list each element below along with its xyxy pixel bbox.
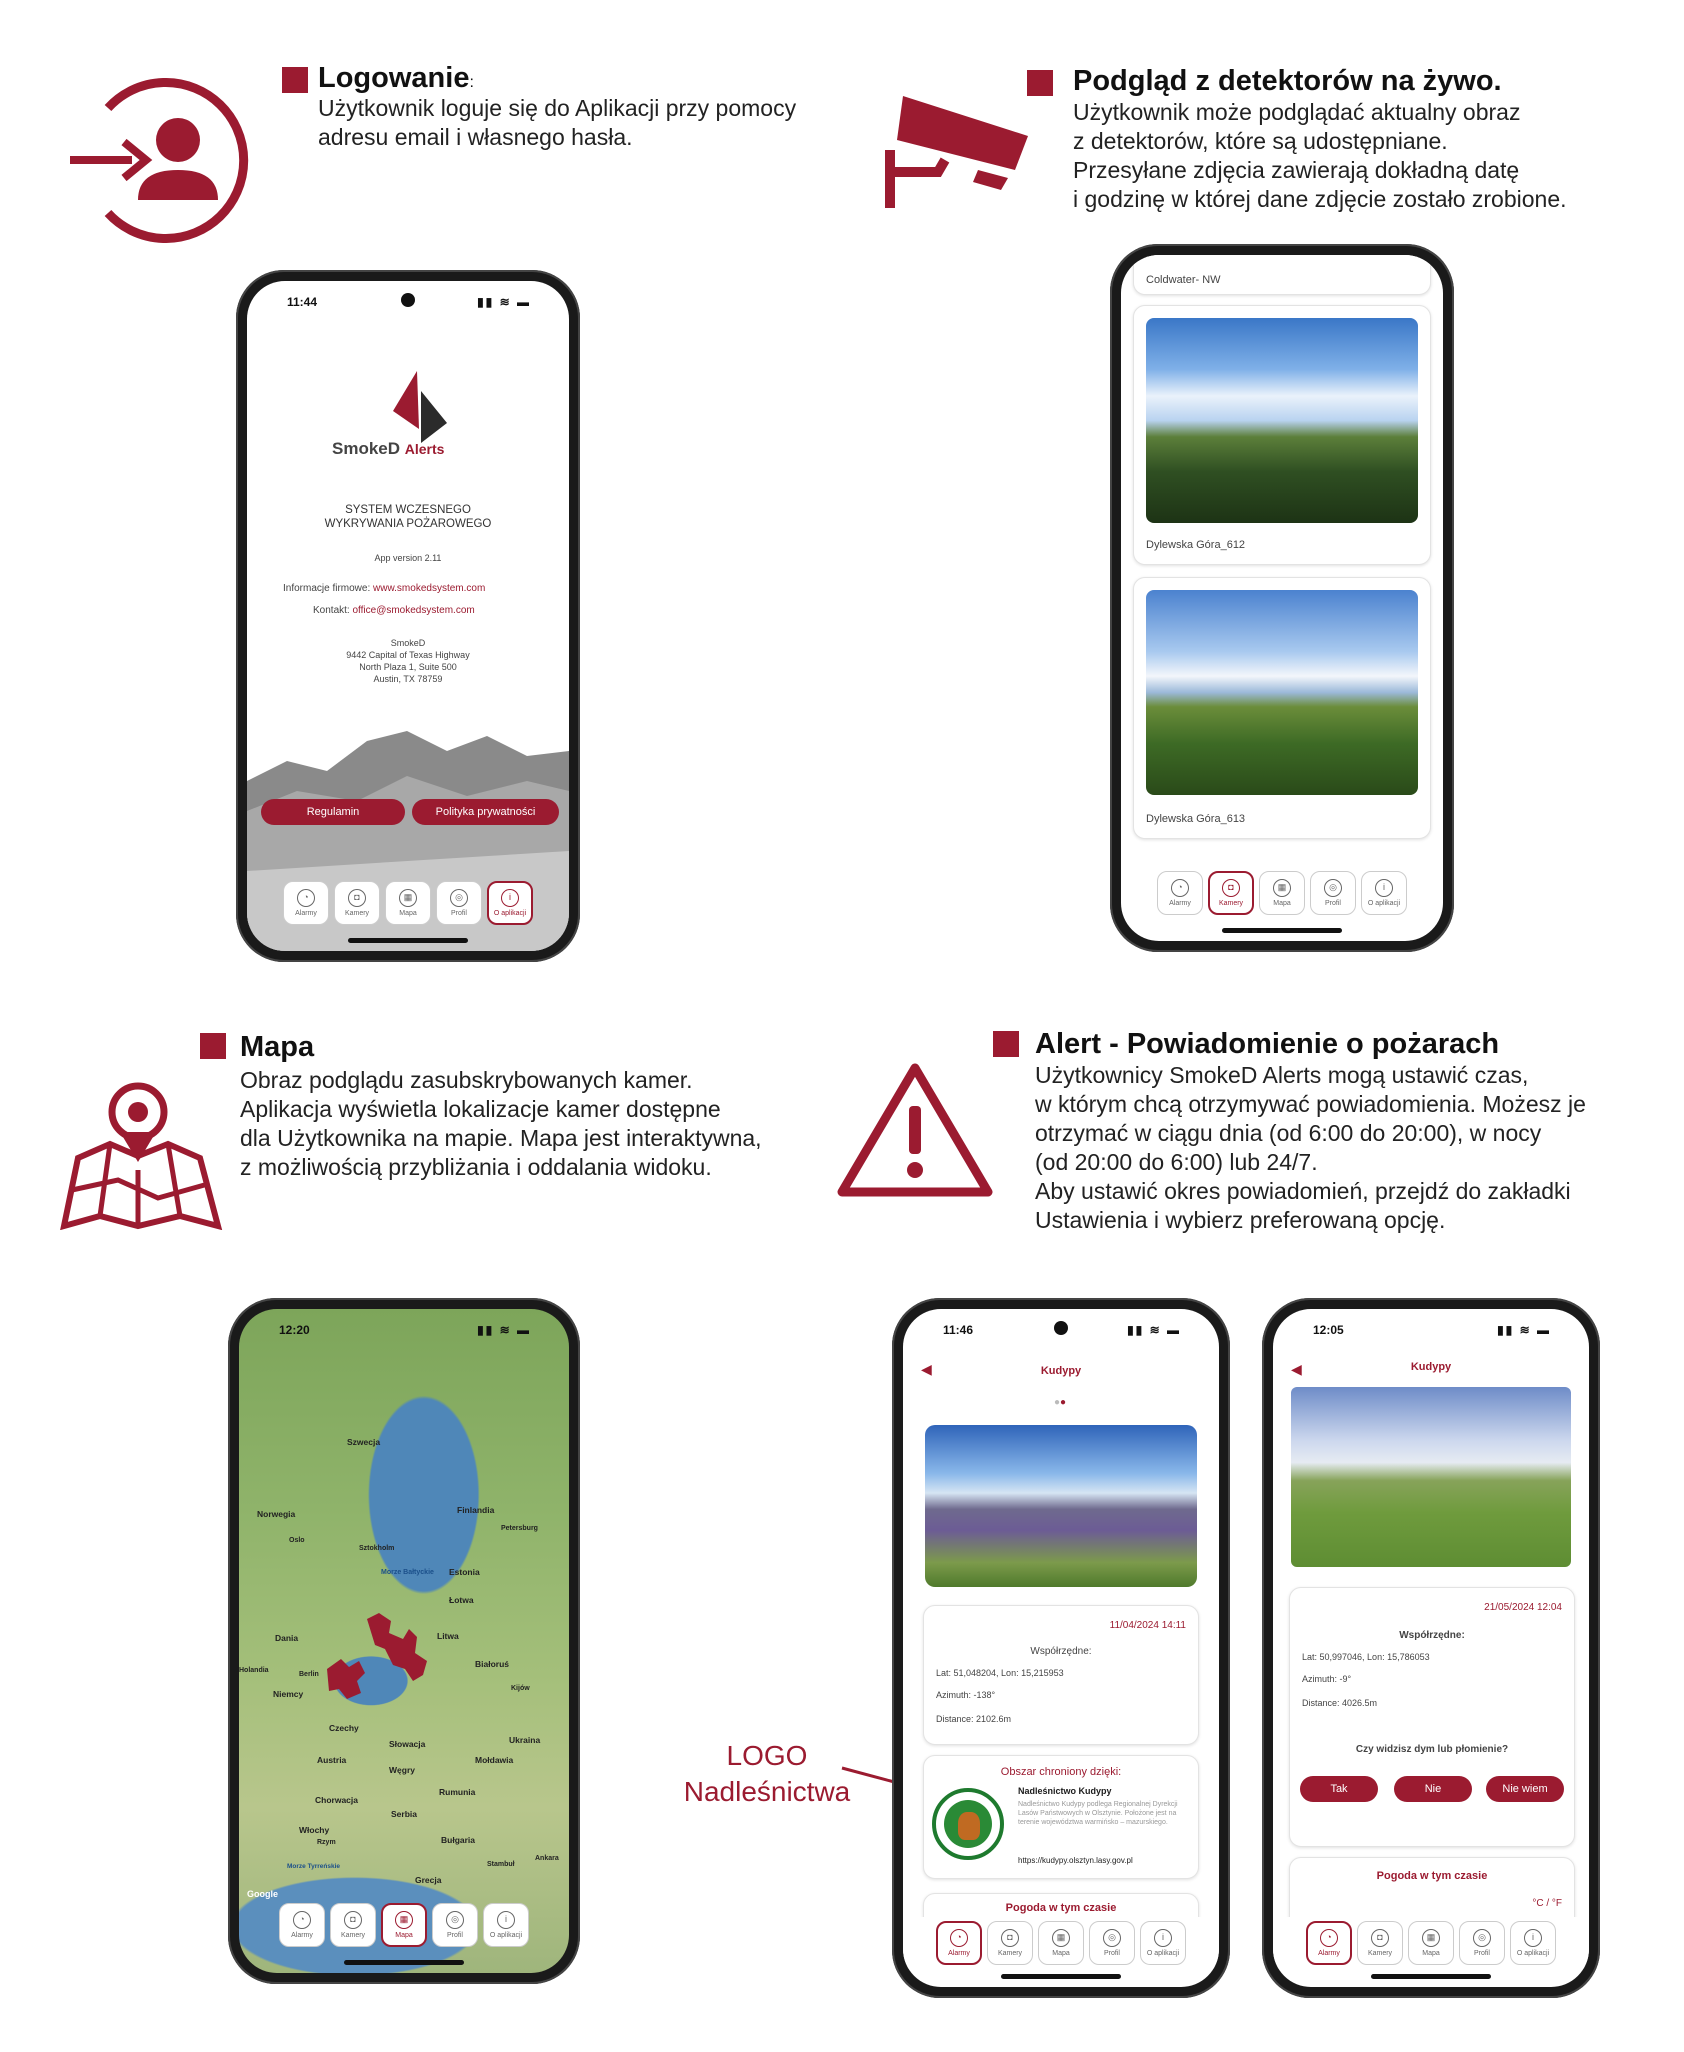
map-label: Czechy [329,1723,359,1733]
camera-image [1146,590,1418,795]
latlon: Lat: 50,997046, Lon: 15,786053 [1302,1652,1430,1662]
tab-cameras[interactable]: ◘ Kamery [330,1903,376,1947]
tab-bar [239,1903,569,1951]
phone-alarm-detail [892,1298,1230,1998]
map-icon-wrap [58,1080,223,1230]
map-label: Mołdawia [475,1755,514,1765]
map-icon: ▦ [1273,879,1291,897]
tab-about[interactable]: i O aplikacji [1510,1921,1556,1965]
home-indicator [344,1960,464,1965]
yes-button[interactable]: Tak [1300,1776,1378,1802]
map-label: Rumunia [439,1787,476,1797]
map-icon: ▦ [395,1911,413,1929]
map-pin-icon [58,1080,223,1230]
map-label: Rzym [317,1839,336,1846]
map-label: Petersburg [501,1525,538,1532]
tab-profile[interactable]: ◎ Profil [1089,1921,1135,1965]
azimuth: Azimuth: -138° [936,1690,996,1700]
map-label: Chorwacja [315,1795,358,1805]
login-user-icon [68,78,254,243]
info-icon: i [497,1911,515,1929]
tab-alarms[interactable]: ◔ Alarmy [283,881,329,925]
info-icon: i [1154,1929,1172,1947]
privacy-button[interactable]: Polityka prywatności [412,799,559,825]
back-icon[interactable]: ◀ [921,1361,932,1377]
alert-body: Użytkownicy SmokeD Alerts mogą ustawić czas, w którym chcą otrzymywać powiadomienia. Możesz je otrzymać w ciągu dnia (od 6:00 do 20:00), w nocy (od 20:00 do 6:00) lub 24/7. Aby ustawić okres powiadomień, przejdź do zakładki Ustawienia i wybierz preferowaną opcję. [1035,1062,1586,1233]
tab-cameras[interactable]: ◘ Kamery [987,1921,1033,1965]
bell-icon: ◔ [1320,1929,1338,1947]
status-time: 12:20 [279,1323,310,1337]
coords-label: Współrzędne: [1030,1646,1092,1657]
app-logo-text: SmokeD Alerts [332,439,445,458]
home-indicator [1222,928,1342,933]
map-label: Finlandia [457,1505,495,1515]
live-body: Użytkownik może podglądać aktualny obraz z detektorów, które są udostępniane. Przesyłane zdjęcia zawierają dokładną datę i godzinę w której dane zdjęcie zostało zrobione. [1073,99,1567,212]
tab-profile[interactable]: ◎ Profil [1459,1921,1505,1965]
map-icon: ▦ [399,889,417,907]
login-body: Użytkownik loguje się do Aplikacji przy pomocy adresu email i własnego hasła. [318,95,797,150]
tab-profile[interactable]: ◎ Profil [432,1903,478,1947]
contact-link[interactable]: office@smokedsystem.com [352,605,475,616]
camera-name: Dylewska Góra_612 [1146,539,1246,551]
map-title: Mapa [240,1031,315,1063]
status-icons: ▮▮ ≋ ▬ [1497,1323,1551,1337]
map-label: Łotwa [449,1595,474,1605]
profile-icon: ◎ [450,889,468,907]
tab-alarms[interactable]: ◔ Alarmy [936,1921,982,1965]
info-icon: i [1524,1929,1542,1947]
section-marker [1027,70,1053,96]
status-time: 11:46 [943,1323,974,1337]
alert-title: Alert - Powiadomienie o pożarach [1035,1028,1500,1060]
status-time: 11:44 [287,295,318,309]
unit-toggle[interactable]: °C / °F [1532,1898,1562,1909]
camera-icon-wrap [883,90,1033,212]
phone-cameras [1110,244,1454,952]
map-label: Białoruś [475,1659,510,1669]
status-time: 12:05 [1313,1323,1344,1337]
tab-profile[interactable]: ◎ Profil [436,881,482,925]
no-button[interactable]: Nie [1394,1776,1472,1802]
alarm-datetime: 11/04/2024 14:11 [1109,1620,1186,1631]
tab-map[interactable]: ▦ Mapa [1259,871,1305,915]
phone-about [236,270,580,962]
distance: Distance: 4026.5m [1302,1698,1378,1708]
latlon: Lat: 51,048204, Lon: 15,215953 [936,1668,1064,1678]
security-camera-icon [883,90,1033,212]
tab-cameras[interactable]: ◘ Kamery [334,881,380,925]
map-label: Berlin [299,1671,319,1678]
map-label: Stambuł [487,1861,515,1868]
map-label: Niemcy [273,1689,304,1699]
map-label: Morze Tyrreńskie [287,1863,340,1870]
camera-notch [1054,1321,1068,1335]
section-marker [993,1031,1019,1057]
bell-icon: ◔ [293,1911,311,1929]
tab-bar [1121,871,1443,919]
phone-alarm-question [1262,1298,1600,1998]
phone-map [228,1298,580,1984]
camera-notch [401,293,415,307]
google-attribution: Google [247,1889,278,1899]
weather-title: Pogoda w tym czasie [1005,1902,1117,1914]
video-icon: ◘ [344,1911,362,1929]
map-label: Kijów [511,1685,530,1692]
map-label: Ankara [535,1855,559,1862]
map-label: Morze Bałtyckie [381,1569,434,1576]
video-icon: ◘ [348,889,366,907]
logo-annotation: LOGO Nadleśnictwa [683,1740,851,1807]
protected-label: Obszar chroniony dzięki: [1000,1766,1122,1778]
map-label: Austria [317,1755,347,1765]
tab-alarms[interactable]: ◔ Alarmy [1306,1921,1352,1965]
coords-label: Współrzędne: [1399,1630,1465,1641]
camera-card[interactable] [1133,255,1431,295]
profile-icon: ◎ [1324,879,1342,897]
map-view[interactable] [239,1309,569,1973]
distance: Distance: 2102.6m [936,1714,1012,1724]
map-label: Norwegia [257,1509,296,1519]
map-label: Szwecja [347,1437,381,1447]
camera-card[interactable] [1133,305,1431,565]
login-icon [68,78,254,243]
status-icons: ▮▮ ≋ ▬ [477,295,531,309]
screen-title: Kudypy [1040,1365,1082,1377]
map-label: Węgry [389,1765,415,1775]
info-icon: i [501,889,519,907]
video-icon: ◘ [1371,1929,1389,1947]
tab-bar [1273,1917,1589,1969]
tab-bar [903,1917,1219,1969]
smoke-question: Czy widzisz dym lub płomienie? [1355,1744,1509,1755]
status-icons: ▮▮ ≋ ▬ [1127,1323,1181,1337]
tab-map[interactable]: ▦ Mapa [1038,1921,1084,1965]
forest-url[interactable]: https://kudypy.olsztyn.lasy.gov.pl [1018,1856,1133,1865]
alarm-image [925,1425,1197,1587]
contact-row: Kontakt: office@smokedsystem.com [313,605,475,616]
map-label: Serbia [391,1809,417,1819]
video-icon: ◘ [1222,879,1240,897]
alarm-info-card [923,1605,1199,1745]
camera-coverage-area [319,1609,439,1709]
home-indicator [1001,1974,1121,1979]
map-icon: ▦ [1422,1929,1440,1947]
info-icon: i [1375,879,1393,897]
tab-alarms[interactable]: ◔ Alarmy [1157,871,1203,915]
map-body: Obraz podglądu zasubskrybowanych kamer. Aplikacja wyświetla lokalizacje kamer dostępne dla Użytkownika na mapie. Mapa jest interaktywna, z możliwością przybliżania i oddalania widoku. [240,1067,762,1180]
tab-about[interactable]: i O aplikacji [487,881,533,925]
map-label: Estonia [449,1567,480,1577]
map-label: Dania [275,1633,299,1643]
alarm-info-card [1289,1587,1575,1847]
profile-icon: ◎ [1473,1929,1491,1947]
camera-image [1146,318,1418,523]
screen-title: Kudypy [1410,1361,1452,1373]
tab-map[interactable]: ▦ Mapa [1408,1921,1454,1965]
tab-about[interactable]: i O aplikacji [1140,1921,1186,1965]
map-label: Ukraina [509,1735,541,1745]
video-icon: ◘ [1001,1929,1019,1947]
map-icon: ▦ [1052,1929,1070,1947]
app-version: App version 2.11 [374,553,442,563]
map-label: Sztokholm [359,1545,395,1552]
live-title: Podgląd z detektorów na żywo. [1073,65,1502,97]
forest-logo [932,1788,1004,1860]
tab-cameras[interactable]: ◘ Kamery [1208,871,1254,915]
bell-icon: ◔ [1171,879,1189,897]
map-label: Oslo [289,1537,305,1544]
back-icon[interactable]: ◀ [1291,1361,1302,1377]
alarm-image [1291,1387,1571,1567]
map-label: Słowacja [389,1739,426,1749]
profile-icon: ◎ [1103,1929,1121,1947]
map-label: Włochy [299,1825,330,1835]
warning-icon-wrap [836,1060,994,1200]
azimuth: Azimuth: -9° [1302,1674,1352,1684]
home-indicator [348,938,468,943]
camera-name: Coldwater- NW [1146,274,1221,286]
status-icons: ▮▮ ≋ ▬ [477,1323,531,1337]
protected-area-card [923,1755,1199,1879]
tab-about[interactable]: i O aplikacji [483,1903,529,1947]
weather-title: Pogoda w tym czasie [1376,1870,1488,1882]
terms-button[interactable]: Regulamin [261,799,405,825]
tab-profile[interactable]: ◎ Profil [1310,871,1356,915]
bell-icon: ◔ [297,889,315,907]
info-row: Informacje firmowe: www.smokedsystem.com [283,583,486,594]
alarm-datetime: 21/05/2024 12:04 [1484,1602,1562,1613]
section-marker [200,1033,226,1059]
tab-bar [247,881,569,929]
map-label: Grecja [415,1875,442,1885]
camera-card[interactable] [1133,577,1431,839]
map-label: Holandia [239,1667,269,1674]
home-indicator [1371,1974,1491,1979]
address: SmokeD 9442 Capital of Texas Highway North Plaza 1, Suite 500 Austin, TX 78759 [346,638,470,684]
tab-about[interactable]: i O aplikacji [1361,871,1407,915]
tab-alarms[interactable]: ◔ Alarmy [279,1903,325,1947]
warning-triangle-icon [836,1060,994,1200]
tab-map[interactable]: ▦ Mapa [385,881,431,925]
bell-icon: ◔ [950,1929,968,1947]
forest-name: Nadleśnictwo Kudypy [1018,1786,1112,1796]
camera-name: Dylewska Góra_613 [1146,813,1246,825]
tab-map[interactable]: ▦ Mapa [381,1903,427,1947]
forest-desc: Nadleśnictwo Kudypy podlega Regionalnej Dyrekcji Lasów Państwowych w Olsztynie. Położone jest na terenie województwa warmińsko – mazurskiego. [1018,1801,1178,1826]
dont-know-button[interactable]: Nie wiem [1486,1776,1564,1802]
pager-dots: ●● [1054,1397,1067,1408]
profile-icon: ◎ [446,1911,464,1929]
info-link[interactable]: www.smokedsystem.com [373,583,486,594]
map-label: Bułgaria [441,1835,476,1845]
login-title: Logowanie: [318,62,474,94]
system-title: SYSTEM WCZESNEGO WYKRYWANIA POŻAROWEGO [324,504,492,530]
seal-text [940,1778,963,1779]
tab-cameras[interactable]: ◘ Kamery [1357,1921,1403,1965]
section-marker [282,67,308,93]
map-label: Litwa [437,1631,459,1641]
